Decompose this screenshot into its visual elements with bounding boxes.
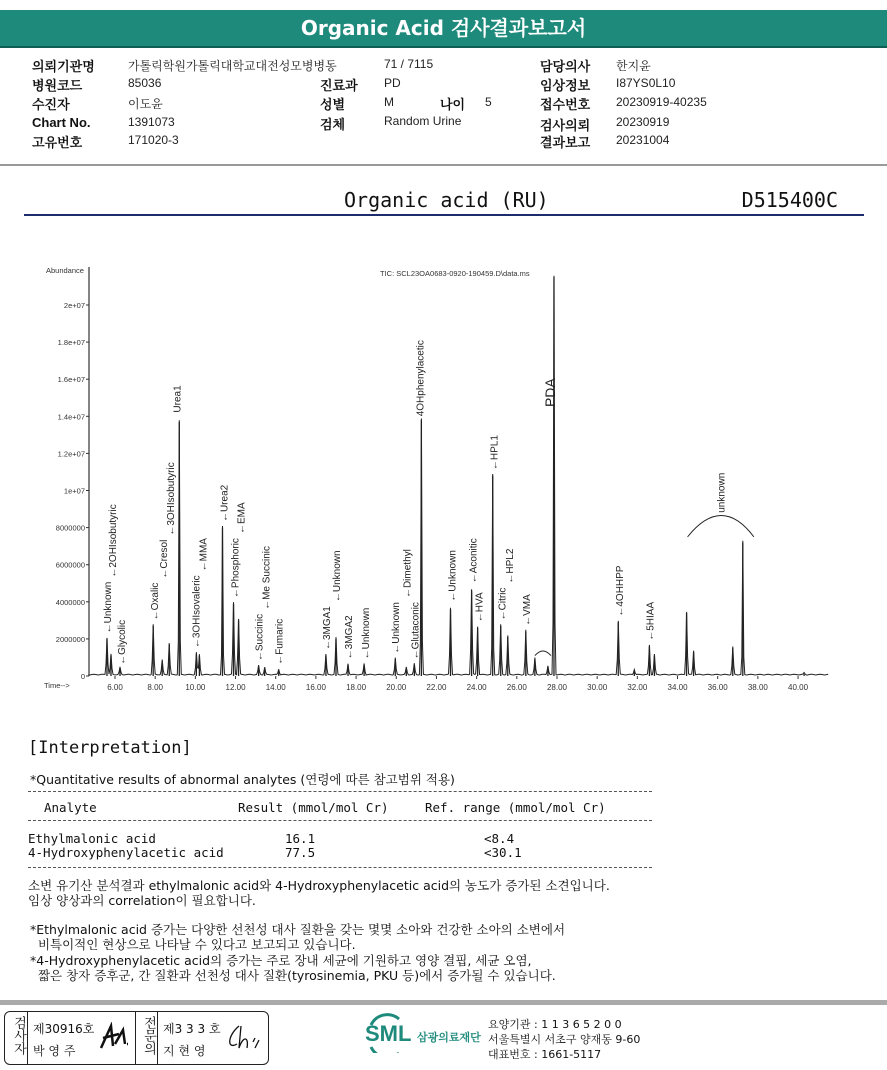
tester-label: 검사자 [11,1016,26,1055]
peak-annotation: ←Unknown [361,607,373,660]
x-tick-label: 8.00 [147,683,163,692]
peak-annotation: ←Cresol [159,539,171,579]
y-tick-label: 1.4e+07 [57,412,85,422]
divider [28,791,652,792]
peak-annotation: ←3MGA1 [321,606,333,651]
note-line: 짧은 창자 증후군, 간 질환과 선천성 대사 질환(tyrosinemia, PKU 등)에서 증가될 수 있습니다. [30,968,556,983]
report-code: D515400C [741,188,838,212]
report-title: Organic acid (RU) [344,188,549,212]
phone: 대표번호 : 1661-5117 [488,1048,602,1061]
x-tick-label: 36.00 [707,683,728,692]
specialist-name: 지 현 영 [163,1044,206,1058]
hospital-code-label: 병원코드 [32,78,83,93]
analyte-ref: <30.1 [484,845,522,860]
tester-name: 박 영 주 [33,1044,76,1058]
y-tick-label: 8000000 [55,523,85,533]
x-tick-label: 28.00 [546,683,567,692]
peak-annotation: ←3OHIsovaleric [191,575,203,649]
peak-annotation: Urea1 [172,385,184,413]
peak-annotation: ←HPL1 [489,435,501,471]
peak-annotation: ←Phosphoric [230,538,242,599]
chromatogram [0,255,887,705]
chart-no-label: Chart No. [32,115,91,130]
peak-annotation: PDA [541,378,558,408]
peak-annotation: ←EMA [236,502,248,535]
x-tick-label: 22.00 [426,683,447,692]
col-result: Result (mmol/mol Cr) [238,800,389,815]
divider [157,1012,158,1064]
peak-annotation: ←MMA [198,538,210,572]
patient-value: 이도윤 [128,97,163,111]
footer [0,1000,887,1070]
peak-annotation: ←HPL2 [504,548,516,584]
institution-label: 의뢰기관명 [32,59,95,74]
peak-annotation: ←Unknown [391,602,403,654]
clinical-value: I87YS0L10 [616,76,676,90]
care-institution-no: 요양기관 : 1 1 3 6 5 2 0 0 [488,1018,622,1031]
institution-value: 가톨릭학원가톨릭대학교대전성모병병동 [128,59,337,73]
y-axis-label: Abundance [46,266,84,275]
page-title: Organic Acid 검사결과보고서 [0,10,887,48]
x-tick-label: 18.00 [346,683,367,692]
col-analyte: Analyte [44,800,97,815]
specimen-value: Random Urine [384,114,462,128]
peak-annotation: ←3OHIsobutyric [166,462,178,536]
peak-annotation: ←Glutaconic [410,602,422,660]
x-tick-label: 32.00 [627,683,648,692]
peak-annotation: ←Unknown [102,581,114,634]
peak-annotation: ←Urea2 [219,484,231,523]
request-label: 검사의뢰 [540,118,591,133]
address: 서울특별시 서초구 양재동 9-60 [488,1033,641,1046]
y-tick-label: 4000000 [55,597,85,607]
col-ref-range: Ref. range (mmol/mol Cr) [425,800,606,815]
signature-box [4,1011,269,1065]
age-label: 나이 [440,97,466,112]
y-tick-label: 6000000 [55,560,85,570]
peak-annotation: ←Fumaric [274,618,286,665]
x-tick-label: 30.00 [587,683,608,692]
receipt-value: 20230919-40235 [616,95,707,109]
peak-annotation: ←4OHHPP [615,565,627,617]
x-tick-label: 16.00 [305,683,326,692]
analyte-name: 4-Hydroxyphenylacetic acid [28,845,224,860]
peak-annotation: ←Citric [497,587,509,621]
tester-signature [97,1022,133,1052]
patient-label: 수진자 [32,97,70,112]
divider [27,1012,28,1064]
y-tick-label: 1.2e+07 [57,449,85,459]
x-tick-label: 26.00 [506,683,527,692]
specialist-no: 제3 3 3 호 [163,1022,221,1036]
annotation-bracket [688,516,754,537]
divider [28,867,652,868]
doctor-label: 담당의사 [540,59,591,74]
peak-annotation: ←Unknown [447,550,459,602]
y-tick-label: 1e+07 [63,486,85,496]
peak-annotation: 4OHphenylacetic [415,340,427,417]
receipt-label: 접수번호 [540,97,591,112]
divider [135,1012,136,1064]
hospital-code-value: 85036 [128,76,162,90]
x-tick-label: 24.00 [466,683,487,692]
peak-annotation: ←VMA [521,594,533,626]
specimen-label: 검체 [320,117,346,132]
peak-annotation: ←Oxalic [150,582,162,621]
peak-annotation: ←HVA [474,592,486,623]
x-tick-label: 12.00 [225,683,246,692]
chart-no-value: 1391073 [128,115,175,129]
specialist-signature [225,1022,265,1052]
analyte-name: Ethylmalonic acid [28,831,156,846]
doctor-value: 한지윤 [616,59,651,73]
sex-value: M [384,95,394,109]
peak-annotation: ←Unknown [331,550,343,603]
x-tick-label: 34.00 [667,683,688,692]
x-tick-label: 6.00 [107,683,123,692]
y-tick-label: 0 [80,672,85,681]
sex-label: 성별 [320,97,346,112]
dept-value: PD [384,76,401,90]
request-value: 20230919 [616,115,670,129]
ward-value: 71 / 7115 [384,57,434,71]
peak-annotation: ←2OHIsobutyric [107,504,119,578]
x-tick-label: 14.00 [265,683,286,692]
org-address [488,1017,640,1062]
x-tick-label: 38.00 [747,683,768,692]
analyte-ref: <8.4 [484,831,515,846]
peak-annotation: unknown [716,472,728,513]
interpretation-subtitle: *Quantitative results of abnormal analytes (연령에 따른 참고범위 적용) [30,772,455,787]
chart-title: TIC: SCL23OA0683-0920-190459.D\data.ms [380,269,530,278]
org-name: 삼광의료재단 [417,1031,481,1044]
summary-line: 임상 양상과의 correlation이 필요합니다. [28,893,256,908]
note-line: 비특이적인 현상으로 나타날 수 있다고 보고되고 있습니다. [30,937,356,952]
x-tick-label: 10.00 [185,683,206,692]
peak-annotation: ←Glycolic [117,619,129,665]
divider [28,820,652,821]
x-tick-label: 20.00 [386,683,407,692]
summary-line: 소변 유기산 분석결과 ethylmalonic acid와 4-Hydroxyphenylacetic acid의 농도가 증가된 소견입니다. [28,878,610,893]
report-date-value: 20231004 [616,133,670,147]
dept-label: 진료과 [320,78,358,93]
specialist-label: 전문의 [141,1016,156,1055]
divider [0,164,887,166]
report-date-label: 결과보고 [540,135,591,150]
unique-value: 171020-3 [128,133,179,147]
analyte-result: 16.1 [285,831,316,846]
y-tick-label: 1.8e+07 [57,338,85,348]
peak-annotation: ←3MGA2 [344,615,356,660]
clinical-label: 임상정보 [540,78,591,93]
interpretation-heading: [Interpretation] [28,738,192,758]
unique-label: 고유번호 [32,135,83,150]
x-axis-label: Time--> [44,681,70,690]
note-line: *4-Hydroxyphenylacetic acid의 증가는 주로 장내 세균에 기원하고 영양 결핍, 세균 오염, [30,953,532,968]
annotation-bracket [535,651,551,656]
y-tick-label: 2000000 [55,634,85,644]
report-title-bar [24,188,864,216]
logo-text: SML [365,1021,412,1046]
note-line: *Ethylmalonic acid 증가는 다양한 선천성 대사 질환을 갖는 몇몇 소아와 건강한 소아의 소변에서 [30,922,566,937]
peak-annotation: ←Dimethyl [402,549,414,599]
x-tick-label: 40.00 [788,683,809,692]
age-value: 5 [485,95,492,109]
peak-annotation: ←Aconitic [468,538,480,584]
peak-annotation: ←Succinic [254,613,266,662]
tester-no: 제30916호 [33,1022,95,1036]
peak-annotation: ←Me Succinic [261,546,273,610]
peak-annotation: ←5HIAA [645,601,657,641]
y-tick-label: 1.6e+07 [57,375,85,385]
analyte-result: 77.5 [285,845,316,860]
y-tick-label: 2e+07 [63,301,85,310]
